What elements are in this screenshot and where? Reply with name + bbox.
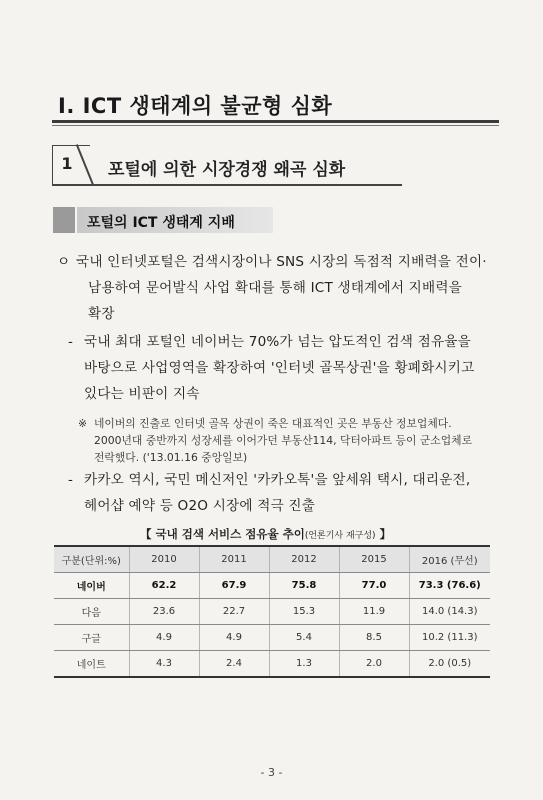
chapter-title: Ⅰ. ICT 생태계의 불균형 심화	[58, 94, 333, 118]
table-cell: 67.9	[199, 573, 269, 599]
table-row	[54, 599, 490, 625]
main-bullet-line-3: 확장	[88, 306, 115, 322]
subheading-marker	[53, 207, 75, 233]
table-title-text: 【 국내 검색 서비스 점유율 추이	[140, 527, 305, 541]
dash-bullet-icon: -	[68, 472, 73, 488]
table-title-close: 】	[375, 527, 392, 541]
page-number: - 3 -	[260, 766, 283, 779]
table-cell: 4.3	[129, 651, 199, 678]
table-row	[54, 625, 490, 651]
reference-mark-icon: ※	[78, 417, 88, 430]
chapter-header	[52, 80, 499, 128]
chapter-rule	[52, 120, 499, 123]
table-cell: 구글	[54, 625, 129, 651]
table-cell: 4.9	[199, 625, 269, 651]
table-cell: 네이트	[54, 651, 129, 678]
table-cell: 8.5	[339, 625, 409, 651]
table-title-source: (언론기사 재구성)	[304, 531, 376, 541]
main-bullet-line-1: 국내 인터넷포털은 검색시장이나 SNS 시장의 독점적 지배력을 전이·	[76, 254, 487, 270]
table-header: 2012	[269, 546, 339, 573]
note-line-3: 전락했다. ('13.01.16 중앙일보)	[94, 451, 248, 464]
chapter-rule-thin	[52, 125, 499, 126]
table-cell: 2.0 (0.5)	[409, 651, 490, 678]
table-row	[54, 573, 490, 599]
table-title	[140, 526, 400, 542]
table-cell: 75.8	[269, 573, 339, 599]
table-cell: 2.0	[339, 651, 409, 678]
table-cell: 62.2	[129, 573, 199, 599]
table-header: 2016 (무선)	[409, 546, 490, 573]
table-cell: 23.6	[129, 599, 199, 625]
table-cell: 73.3 (76.6)	[409, 573, 490, 599]
table-header: 2015	[339, 546, 409, 573]
table-cell: 5.4	[269, 625, 339, 651]
search-share-table	[54, 545, 490, 678]
table-cell: 22.7	[199, 599, 269, 625]
sub-bullet-2-line-1: 카카오 역시, 국민 메신저인 '카카오톡'을 앞세워 택시, 대리운전,	[84, 472, 471, 488]
section-number: 1	[61, 154, 73, 173]
main-bullet-line-2: 남용하여 문어발식 사업 확대를 통해 ICT 생태계에서 지배력을	[88, 280, 463, 296]
sub-bullet-1-line-2: 바탕으로 사업영역을 확장하여 '인터넷 골목상권'을 황폐화시키고	[84, 360, 475, 376]
table-cell: 네이버	[54, 573, 129, 599]
table-header-row	[54, 546, 490, 573]
table-cell: 1.3	[269, 651, 339, 678]
table-header: 구분(단위:%)	[54, 546, 129, 573]
table-cell: 10.2 (11.3)	[409, 625, 490, 651]
section-header	[52, 145, 402, 185]
sub-bullet-2-line-2: 헤어샵 예약 등 O2O 시장에 적극 진출	[84, 498, 316, 514]
sub-bullet-1-line-3: 있다는 비판이 지속	[84, 386, 200, 402]
note-line-2: 2000년대 중반까지 성장세를 이어가던 부동산114, 닥터아파트 등이 군소업체로	[94, 434, 473, 447]
table-cell: 11.9	[339, 599, 409, 625]
table-header: 2011	[199, 546, 269, 573]
note-line-1: 네이버의 진출로 인터넷 골목 상권이 죽은 대표적인 곳은 부동산 정보업체다.	[94, 417, 452, 430]
circle-bullet-icon: ㅇ	[57, 254, 71, 270]
table-cell: 77.0	[339, 573, 409, 599]
table-row	[54, 651, 490, 678]
table-cell: 2.4	[199, 651, 269, 678]
table-cell: 15.3	[269, 599, 339, 625]
table-header: 2010	[129, 546, 199, 573]
table-cell: 14.0 (14.3)	[409, 599, 490, 625]
table-cell: 4.9	[129, 625, 199, 651]
table-cell: 다음	[54, 599, 129, 625]
subheading-banner	[53, 207, 273, 233]
dash-bullet-icon: -	[68, 334, 73, 350]
sub-bullet-1-line-1: 국내 최대 포털인 네이버는 70%가 넘는 압도적인 검색 점유율을	[84, 334, 471, 350]
section-title: 포털에 의한 시장경쟁 왜곡 심화	[108, 160, 346, 180]
subheading-text: 포털의 ICT 생태계 지배	[87, 215, 235, 231]
section-underline	[52, 184, 402, 186]
